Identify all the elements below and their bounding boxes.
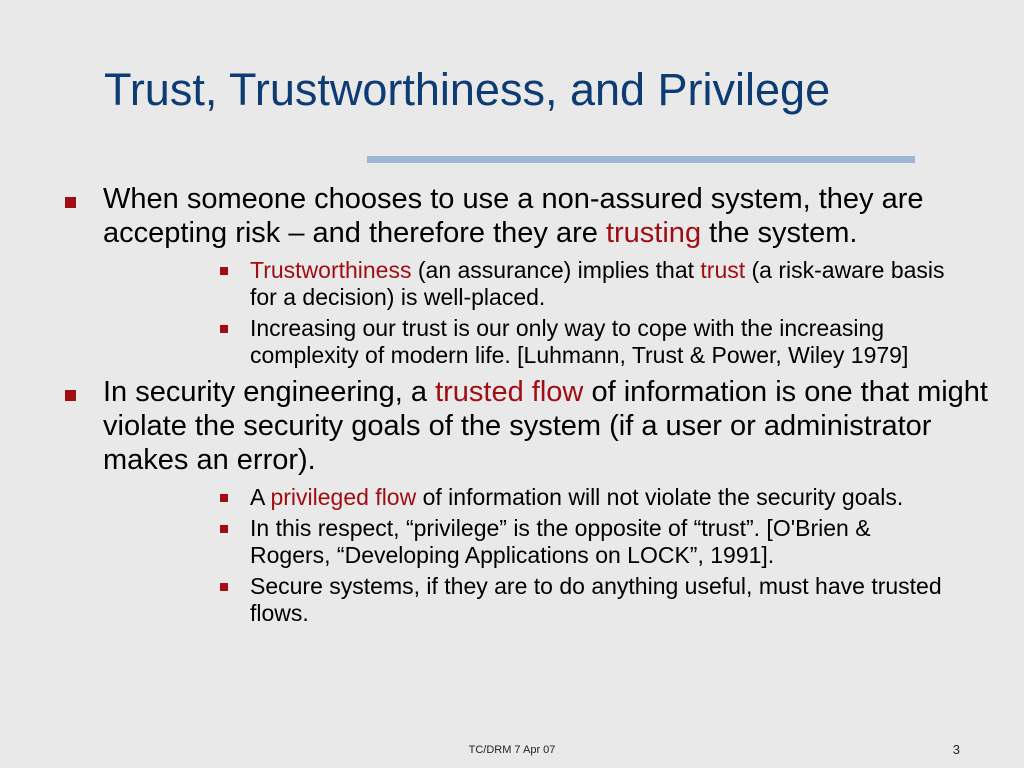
square-bullet-icon <box>220 525 228 533</box>
square-bullet-icon <box>220 583 228 591</box>
bullet-trusted-flow <box>0 375 1024 627</box>
sub-bullet-luhmann <box>103 315 990 369</box>
sub-bullet-privileged-flow <box>103 484 990 511</box>
bullet-text: of information is one that might violate the security goals of the system (if a user or administrator makes an error). <box>103 376 988 476</box>
bullet-non-assured-system <box>0 182 1024 369</box>
sub-bullet-text: Secure systems, if they are to do anything useful, must have trusted flows. <box>250 573 942 626</box>
bullet-text: In security engineering, a <box>103 376 436 408</box>
sub-bullet-text: Increasing our trust is our only way to cope with the increasing complexity of modern life. [Luhmann, Trust & Power, Wiley 1979] <box>250 315 909 368</box>
title-underline-rule <box>367 156 915 163</box>
square-bullet-icon <box>65 390 76 401</box>
bullet-text: the system. <box>701 217 858 249</box>
square-bullet-icon <box>220 267 228 275</box>
highlight-trust: trust <box>700 257 746 283</box>
square-bullet-icon <box>65 197 76 208</box>
sub-bullet-text: (an assurance) implies that <box>411 257 701 283</box>
sub-bullet-list <box>103 484 990 627</box>
sub-bullet-text: In this respect, “privilege” is the opposite of “trust”. [O'Brien & Rogers, “Developing Applications on LOCK”, 1991]. <box>250 515 871 568</box>
sub-bullet-text: (a risk-aware basis for a decision) is well-placed. <box>250 257 945 310</box>
slide-body <box>0 182 1024 633</box>
square-bullet-icon <box>220 494 228 502</box>
highlight-privileged-flow: privileged flow <box>270 484 417 510</box>
footer-text: TC/DRM 7 Apr 07 <box>468 744 556 756</box>
bullet-list <box>0 182 1024 627</box>
sub-bullet-text: A <box>250 484 271 510</box>
sub-bullet-privilege-opposite <box>103 515 990 569</box>
square-bullet-icon <box>220 325 228 333</box>
sub-bullet-trustworthiness <box>103 257 990 311</box>
sub-bullet-list <box>103 257 990 369</box>
highlight-trusting: trusting <box>605 217 702 249</box>
highlight-trustworthiness: Trustworthiness <box>250 257 412 283</box>
sub-bullet-secure-systems <box>103 573 990 627</box>
bullet-text: When someone chooses to use a non-assured system, they are accepting risk – and therefore they are <box>103 183 924 249</box>
slide-title: Trust, Trustworthiness, and Privilege <box>104 64 831 115</box>
sub-bullet-text: of information will not violate the security goals. <box>416 484 904 510</box>
highlight-trusted-flow: trusted flow <box>435 376 584 408</box>
page-number: 3 <box>952 742 960 757</box>
